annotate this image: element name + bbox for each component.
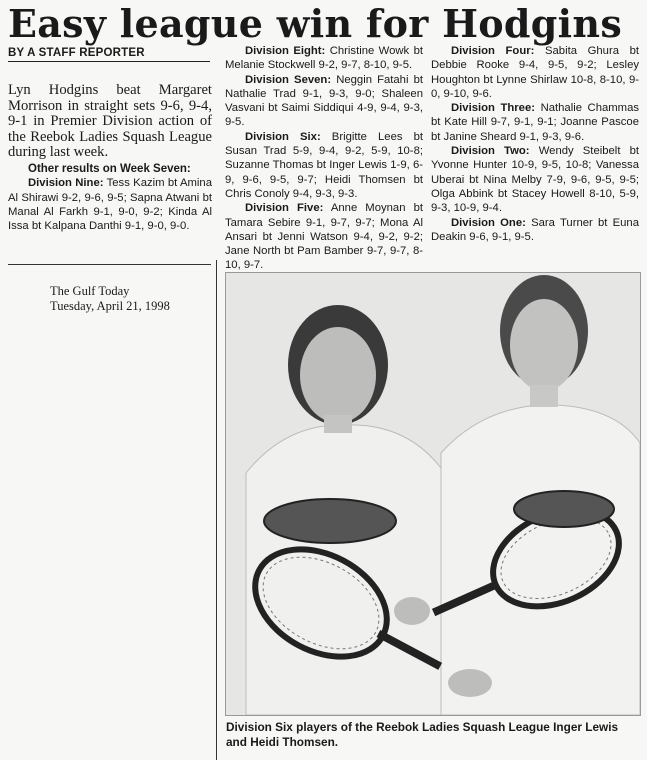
division-nine-results — [8, 176, 212, 233]
source-date: Tuesday, April 21, 1998 — [50, 299, 170, 313]
division-one-heading: Division One: — [451, 216, 526, 229]
division-seven-results — [225, 73, 423, 130]
division-six-heading: Division Six: — [245, 130, 321, 143]
division-two-heading: Division Two: — [451, 145, 530, 158]
source-paper: The Gulf Today — [50, 284, 130, 298]
division-six-results — [225, 130, 423, 201]
players-photo — [225, 272, 641, 716]
division-nine-heading: Division Nine: — [28, 177, 104, 190]
division-four-text: Sabita Ghura bt Debbie Rooke 9-4, 9-5, 9-2; Lesley Houghton bt Lynne Shirlaw 10-8, 8-10, 9-0, 9-10, 9-6. — [431, 45, 639, 100]
division-six-text: Brigitte Lees bt Susan Trad 5-9, 9-4, 9-2, 5-9, 10-8; Suzanne Thomas bt Inger Lewis 1-9, 6-9, 9-6, 9-5, 9-7; Heidi Thomsen bt Chris Conoly 9-4, 9-3, 9-3. — [225, 130, 423, 200]
division-four-heading: Division Four: — [451, 45, 535, 57]
division-one-results — [431, 216, 639, 245]
lead-paragraph: Lyn Hodgins beat Margaret Morrison in straight sets 9-6, 9-4, 9-1 in Premier Division action of the Reebok Ladies Squash League during last week. — [8, 82, 212, 161]
source-stamp — [50, 284, 170, 314]
division-three-results — [431, 101, 639, 144]
division-eight-text: Christine Wowk bt Melanie Stockwell 9-2, 9-7, 8-10, 9-5. — [225, 45, 423, 72]
division-seven-heading: Division Seven: — [245, 73, 332, 86]
vertical-divider — [216, 260, 217, 760]
division-four-results — [431, 44, 639, 101]
division-five-results — [225, 201, 423, 272]
division-one-text: Sara Turner bt Euna Deakin 9-6, 9-1, 9-5. — [431, 216, 639, 243]
column-divider — [8, 264, 211, 265]
division-five-heading: Division Five: — [245, 202, 324, 215]
article-column-1 — [8, 162, 212, 233]
article-column-2 — [225, 44, 423, 273]
other-results-heading: Other results on Week Seven: — [28, 163, 191, 175]
division-two-text: Wendy Steibelt bt Yvonne Hunter 10-9, 9-5, 10-8; Vanessa Uberai bt Nina Melby 7-9, 9-6, 9-5, 9-5; Olga Abbink bt Stacey Howell 8-10, 5-9, 9-3, 10-9, 9-4. — [431, 145, 639, 215]
byline: BY A STAFF REPORTER — [8, 47, 210, 62]
division-three-text: Nathalie Chammas bt Kate Hill 9-7, 9-1, 9-1; Joanne Pascoe bt Janine Sheard 9-1, 9-3, 9-6. — [431, 102, 640, 143]
players-photo-illustration — [226, 273, 640, 715]
division-seven-text: Neggin Fatahi bt Nathalie Trad 9-1, 9-3, 9-0; Shaleen Vasvani bt Saimi Siddiqui 4-9, 9-4, 9-3, 9-5. — [225, 73, 423, 129]
headline: Easy league win for Hodgins — [8, 1, 623, 46]
division-three-heading: Division Three: — [451, 102, 536, 115]
photo-caption: Division Six players of the Reebok Ladies Squash League Inger Lewis and Heidi Thomsen. — [226, 720, 619, 749]
article-column-3 — [431, 44, 639, 244]
division-eight-results — [225, 44, 423, 73]
division-two-results — [431, 144, 639, 215]
division-five-text: Anne Moynan bt Tamara Sebire 9-1, 9-7, 9-7; Mona Al Ansari bt Jenni Watson 9-4, 9-2, 9-2; Jane North bt Pam Bamber 9-7, 9-7, 8-10, 9-7. — [225, 202, 423, 272]
division-nine-text: Tess Kazim bt Amina Al Shirawi 9-2, 9-6, 9-5; Sapna Atwani bt Manal Al Farkh 9-1, 9-0, 9-2; Kinda Al Issa bt Kalpana Danthi 9-1, 9-0, 9-0. — [8, 177, 212, 233]
division-eight-heading: Division Eight: — [245, 45, 326, 57]
